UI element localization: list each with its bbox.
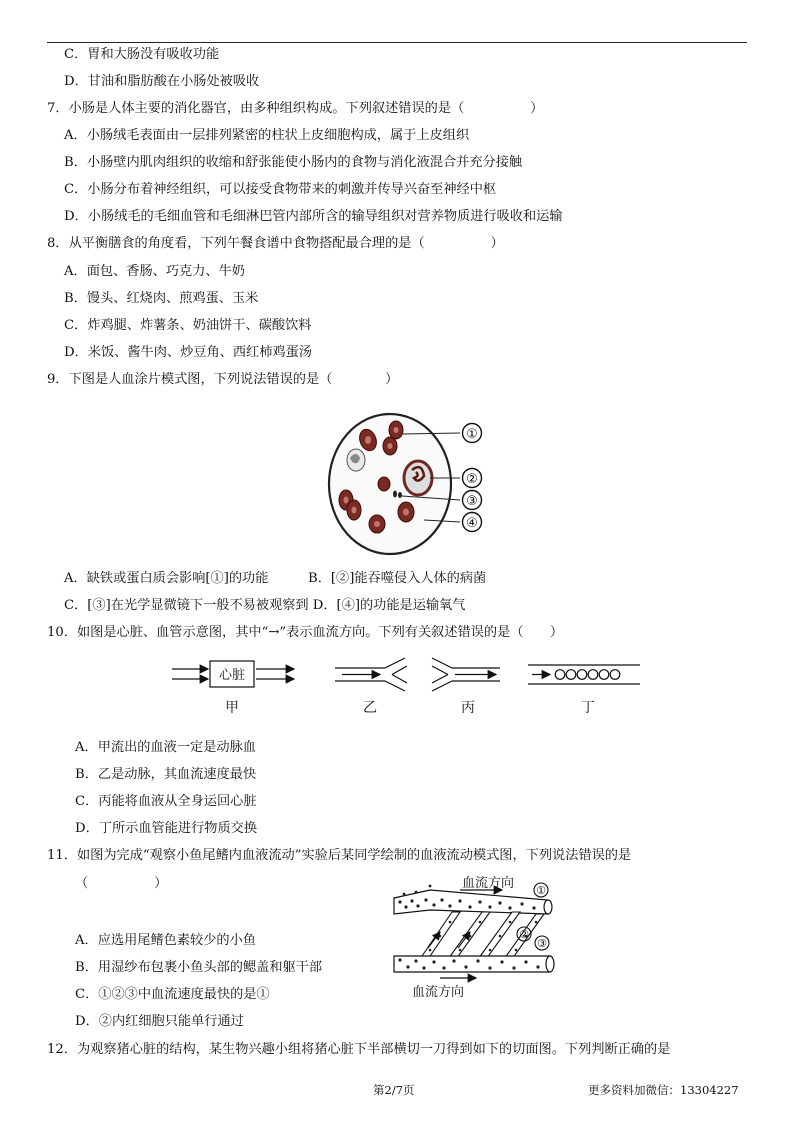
- q11-option-a: A．应选用尾鳍色素较少的小鱼: [75, 933, 256, 948]
- q7-option-a: A．小肠绒毛表面由一层排列紧密的柱状上皮细胞构成，属于上皮组织: [64, 128, 470, 143]
- caption-ding: 丁: [581, 700, 595, 716]
- smear-label-4: ④: [466, 516, 478, 531]
- smear-label-1: ①: [466, 427, 478, 442]
- flow-label-top: 血流方向: [462, 876, 515, 891]
- fish-tail-blood-flow-diagram: [390, 872, 558, 1004]
- header-rule: [47, 42, 747, 43]
- q7-option-c: C．小肠分布着神经组织，可以接受食物带来的刺激并传导兴奋至神经中枢: [64, 182, 497, 197]
- footer-contact: 更多资料加微信：13304227: [588, 1083, 739, 1097]
- caption-jia: 甲: [225, 700, 239, 716]
- q11-paren: （ ）: [75, 876, 168, 891]
- red-blood-cell: [378, 477, 390, 491]
- q8-option-c: C．炸鸡腿、炸薯条、奶油饼干、碳酸饮料: [64, 318, 312, 333]
- q11-option-c: C．①②③中血流速度最快的是①: [75, 987, 270, 1002]
- vessel-bing: [432, 658, 500, 691]
- q6-option-d: D．甘油和脂肪酸在小肠处被吸收: [64, 74, 260, 89]
- caption-yi: 乙: [363, 700, 377, 716]
- flow-label-bottom: 血流方向: [412, 985, 465, 1000]
- smear-label-2: ②: [466, 472, 478, 487]
- fish-label-1: ①: [536, 884, 546, 897]
- smear-label-3: ③: [466, 494, 478, 509]
- fish-label-2: ②: [519, 928, 529, 941]
- q8-stem: 8．从平衡膳食的角度看，下列午餐食谱中食物搭配最合理的是（ ）: [47, 236, 504, 251]
- q10-option-d: D．丁所示血管能进行物质交换: [75, 821, 258, 836]
- platelet: [398, 492, 402, 498]
- q12-stem: 12．为观察猪心脏的结构，某生物兴趣小组将猪心脏下半部横切一刀得到如下的切面图。下列判断正确的是: [47, 1042, 671, 1057]
- q7-option-d: D．小肠绒毛的毛细血管和毛细淋巴管内部所含的输导组织对营养物质进行吸收和运输: [64, 209, 563, 224]
- caption-bing: 丙: [461, 700, 475, 716]
- q9-options-cd: C．[③]在光学显微镜下一般不易被观察到 D．[④]的功能是运输氧气: [64, 598, 466, 613]
- platelet: [393, 491, 397, 498]
- q11-option-b: B．用湿纱布包裹小鱼头部的鳃盖和躯干部: [75, 960, 323, 975]
- vessel-top: [394, 890, 552, 914]
- vessel-yi: [335, 658, 407, 691]
- blood-smear-diagram: [322, 408, 494, 558]
- q8-option-d: D．米饭、酱牛肉、炒豆角、西红柿鸡蛋汤: [64, 345, 312, 360]
- q8-option-a: A．面包、香肠、巧克力、牛奶: [64, 264, 245, 279]
- q7-stem: 7．小肠是人体主要的消化器官，由多种组织构成。下列叙述错误的是（ ）: [47, 101, 544, 116]
- q9-options-ab: A．缺铁或蛋白质会影响[①]的功能 B．[②]能吞噬侵入人体的病菌: [64, 571, 487, 586]
- q10-stem: 10．如图是心脏、血管示意图，其中“→”表示血流方向。下列有关叙述错误的是（ ）: [47, 625, 564, 640]
- heart-label: 心脏: [218, 668, 246, 683]
- vessel-ding: [528, 665, 640, 684]
- q11-option-d: D．②内红细胞只能单行通过: [75, 1014, 244, 1029]
- fish-label-3: ③: [537, 937, 547, 950]
- q8-option-b: B．馒头、红烧肉、煎鸡蛋、玉米: [64, 291, 259, 306]
- q9-stem: 9．下图是人血涂片模式图，下列说法错误的是（ ）: [47, 372, 399, 387]
- vessel-bottom: [394, 956, 554, 972]
- q10-option-b: B．乙是动脉，其血流速度最快: [75, 767, 257, 782]
- q11-stem: 11．如图为完成“观察小鱼尾鳍内血液流动”实验后某同学绘制的血液流动模式图，下列说法错误的是: [47, 848, 632, 863]
- q10-option-c: C．丙能将血液从全身运回心脏: [75, 794, 257, 809]
- heart-vessel-diagram: [170, 656, 650, 718]
- q7-option-b: B．小肠壁内肌肉组织的收缩和舒张能使小肠内的食物与消化液混合并充分接触: [64, 155, 523, 170]
- q10-option-a: A．甲流出的血液一定是动脉血: [75, 740, 256, 755]
- q6-option-c: C．胃和大肠没有吸收功能: [64, 47, 220, 62]
- page-number: 第2/7页: [373, 1083, 415, 1097]
